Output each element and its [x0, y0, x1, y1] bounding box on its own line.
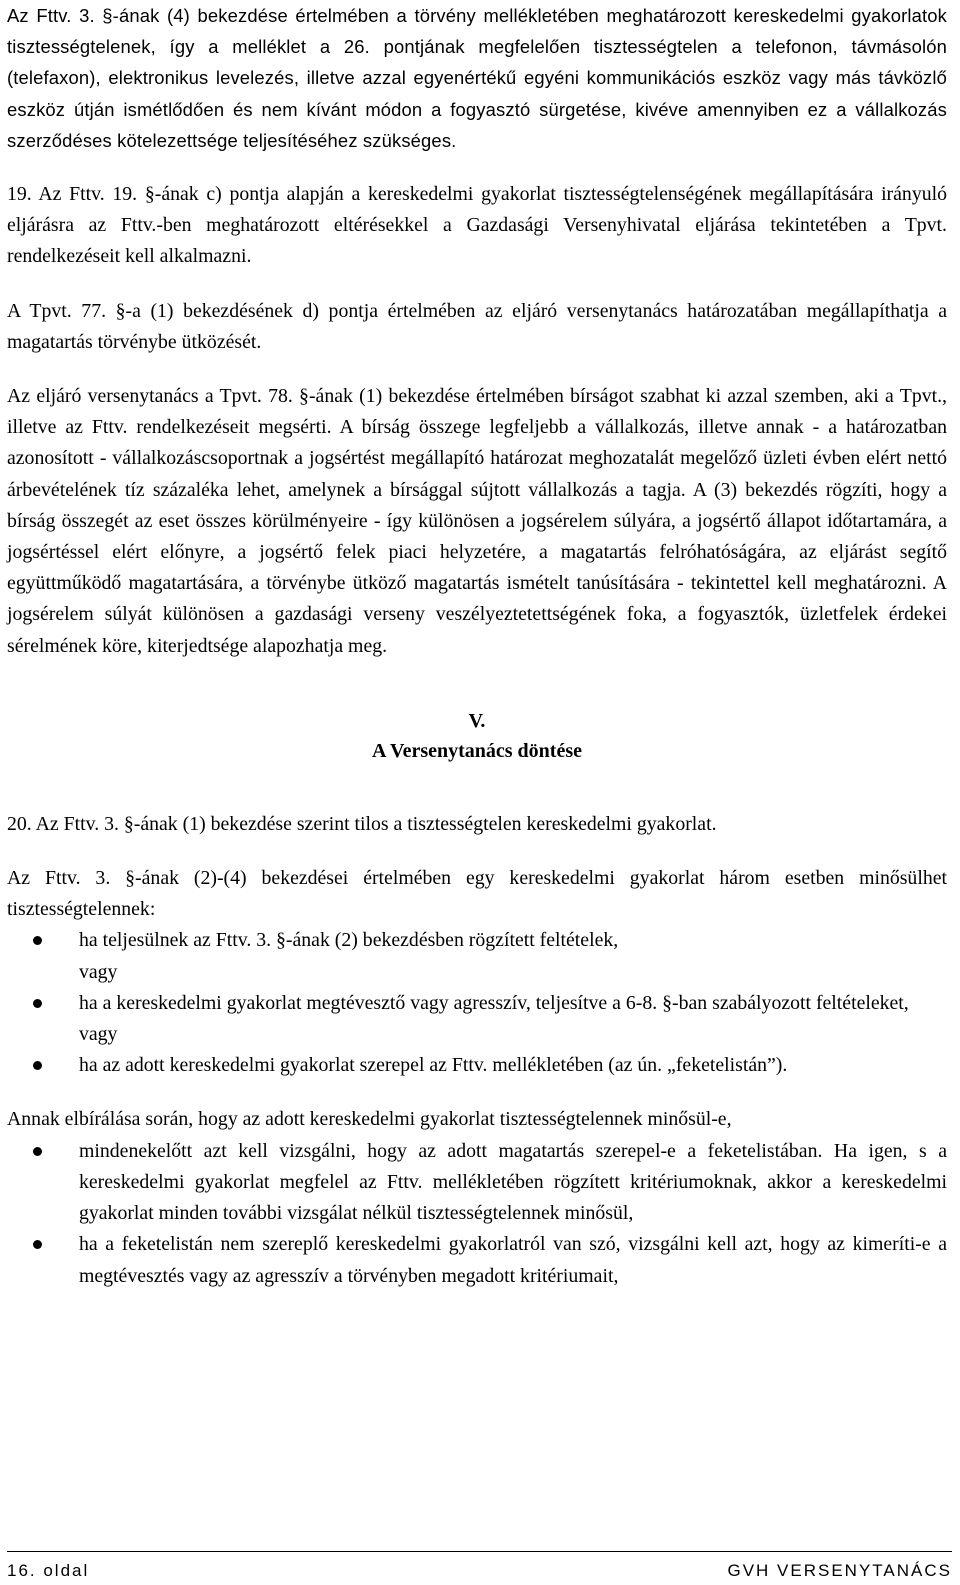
paragraph-assessment: Annak elbírálása során, hogy az adott kereskedelmi gyakorlat tisztességtelennek minősül-e,	[7, 1108, 732, 1131]
paragraph-three-cases: Az Fttv. 3. §-ának (2)-(4) bekezdései értelmében egy kereskedelmi gyakorlat három esetben minősülhet tisztességtelennek:	[7, 867, 947, 921]
footer-organization: GVH VERSENYTANÁCS	[727, 1561, 952, 1580]
paragraph-20: 20. Az Fttv. 3. §-ának (1) bekezdése szerint tilos a tisztességtelen kereskedelmi gyakorlat.	[7, 812, 717, 835]
list-item: ha az adott kereskedelmi gyakorlat szerepel az Fttv. mellékletében (az ún. „feketelistán”).	[7, 1050, 947, 1081]
paragraph-tpvt-78: Az eljáró versenytanács a Tpvt. 78. §-ának (1) bekezdése értelmében bírságot szabhat ki azzal szemben, aki a Tpvt., illetve az Fttv. rendelkezéseit megsérti. A bírság összege legfeljebb a vállalkozás, illetve annak - a határozatban azonosított - vállalkozáscsoportnak a jogsértést megállapító határozat meghozatalát megelőző üzleti évben elért nettó árbevételének tíz százaléka lehet, amelynek a bírsággal sújtott vállalkozás a tagja. A (3) bekezdés rögzíti, hogy a bírság összegét az eset összes körülményeire - így különösen a jogsérelem súlyára, a jogsértő állapot időtartamára, a jogsértéssel elért előnyre, a jogsértő felek piaci helyzetére, a magatartás felróhatóságára, az eljárást segítő együttműködő magatartására, a törvénybe ütköző magatartás ismételt tanúsítására - tekintettel kell meghatározni. A jogsérelem súlyát különösen a gazdasági verseny veszélyeztetettségének foka, a fogyasztók, üzletfelek érdekei sérelmének köre, kiterjedtsége alapozhatja meg.	[7, 385, 947, 657]
paragraph-19: 19. Az Fttv. 19. §-ának c) pontja alapján a kereskedelmi gyakorlat tisztességtelenségének megállapítására irányuló eljárásra az Fttv.-ben meghatározott eltérésekkel a Gazdasági Versenyhivatal eljárása tekintetében a Tpvt. rendelkezéseit kell alkalmazni.	[7, 183, 947, 268]
or-connector: vagy	[79, 1023, 118, 1046]
page-number: 16. oldal	[7, 1561, 90, 1580]
list-item: ha teljesülnek az Fttv. 3. §-ának (2) bekezdésben rögzített feltételek,	[7, 925, 947, 956]
paragraph-tpvt-77: A Tpvt. 77. §-a (1) bekezdésének d) pontja értelmében az eljáró versenytanács határozatában megállapíthatja a magatartás törvénybe ütközését.	[7, 299, 947, 353]
list-item: ha a kereskedelmi gyakorlat megtévesztő vagy agresszív, teljesítve a 6-8. §-ban szabályozott feltételeket,	[7, 988, 947, 1019]
page-footer	[7, 1551, 952, 1581]
bullet-icon	[33, 999, 42, 1008]
section-title: A Versenytanács döntése	[371, 739, 582, 762]
bullet-icon	[33, 1147, 42, 1156]
cases-list	[7, 1050, 947, 1081]
cases-list	[7, 925, 947, 956]
bullet-icon	[33, 1240, 42, 1249]
list-item: ha a feketelistán nem szereplő kereskedelmi gyakorlatról van szó, vizsgálni kell azt, hogy az kimeríti-e a megtévesztés vagy az agresszív a törvényben megadott kritériumait,	[7, 1229, 947, 1291]
steps-list	[7, 1136, 947, 1292]
section-number: V.	[468, 709, 486, 732]
cases-list	[7, 988, 947, 1019]
bullet-icon	[33, 1061, 42, 1070]
paragraph-fttv-3-4: Az Fttv. 3. §-ának (4) bekezdése értelmében a törvény mellékletében meghatározott kereskedelmi gyakorlatok tisztességtelenek, így a melléklet a 26. pontjának megfelelően tisztességtelen a telefonon, távmásolón (telefaxon), elektronikus levelezés, illetve azzal egyenértékű egyéni kommunikációs eszköz vagy más távközlő eszköz útján ismétlődően és nem kívánt módon a fogyasztó sürgetése, kivéve amennyiben ez a vállalkozás szerződéses kötelezettsége teljesítéséhez szükséges.	[7, 5, 947, 151]
or-connector: vagy	[79, 960, 118, 983]
document-page	[7, 0, 947, 1292]
section-heading	[7, 706, 947, 766]
list-item: mindenekelőtt azt kell vizsgálni, hogy az adott magatartás szerepel-e a feketelistában. Ha igen, s a kereskedelmi gyakorlat megfelel az Fttv. mellékletében rögzített kritériumoknak, akkor a kereskedelmi gyakorlat minden további vizsgálat nélkül tisztességtelennek minősül,	[7, 1136, 947, 1230]
bullet-icon	[33, 936, 42, 945]
